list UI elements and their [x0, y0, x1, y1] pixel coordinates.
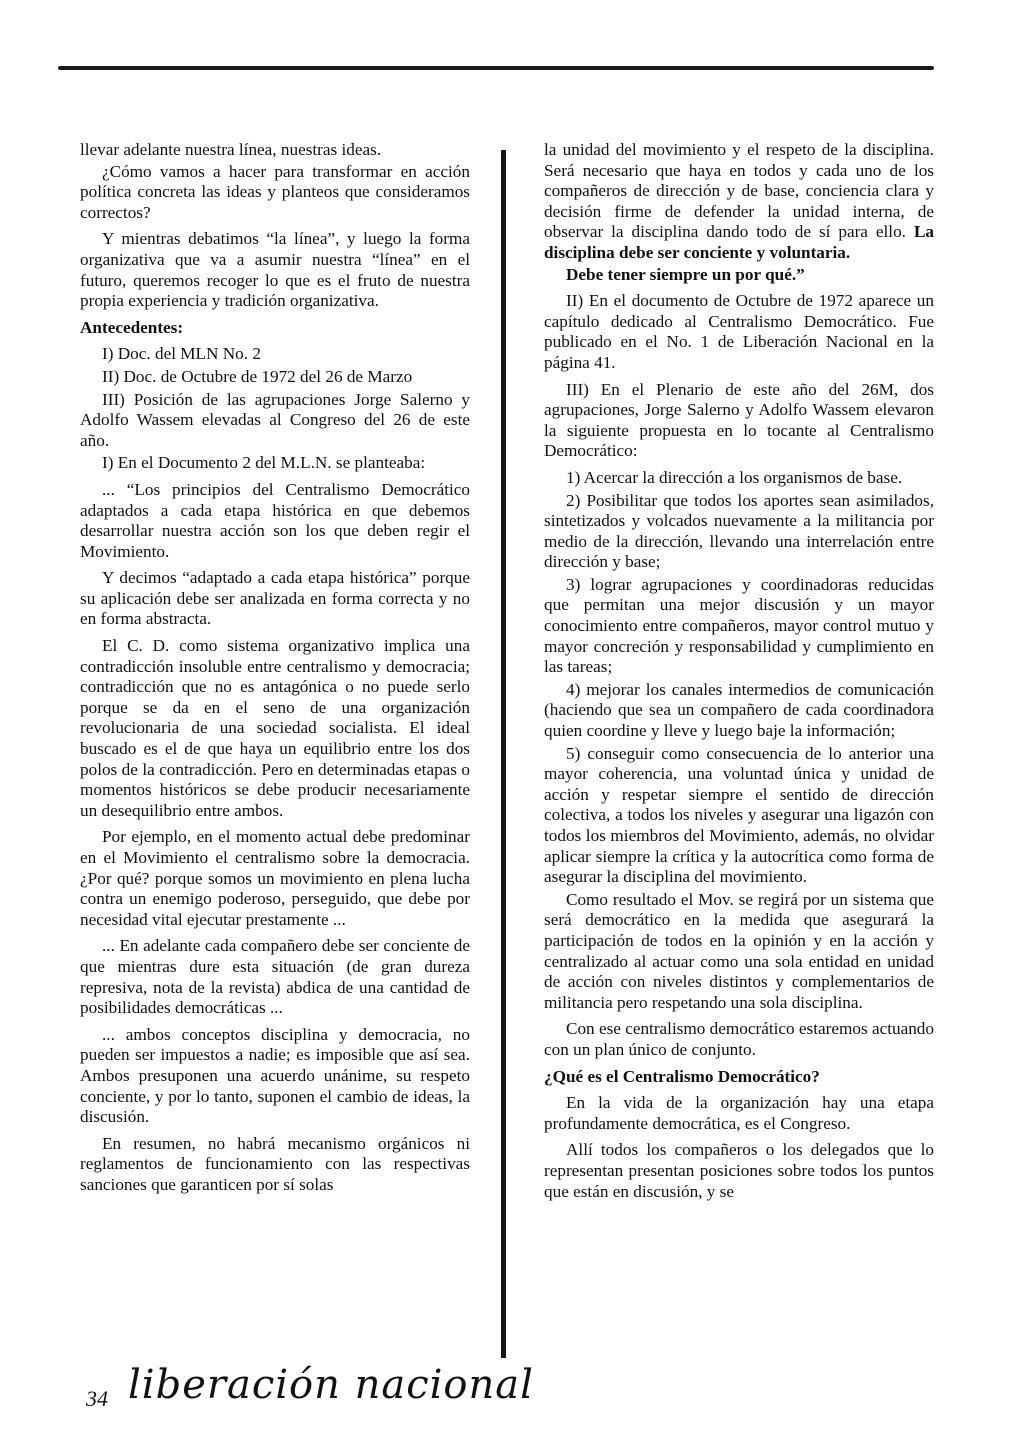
right-intro-paragraph: [544, 140, 934, 264]
left-paragraph-9: Y decimos “adaptado a cada etapa histórica” porque su aplicación debe ser analizada en forma correcta y no en forma abstracta.: [80, 568, 470, 629]
right-paragraph-0: II) En el documento de Octubre de 1972 aparece un capítulo dedicado al Centralismo Democrático. Fue publicado en el No. 1 de Liberación Nacional en la página 41.: [544, 291, 934, 372]
column-divider: [501, 150, 506, 1358]
top-rule: [58, 66, 934, 70]
left-paragraph-10: El C. D. como sistema organizativo implica una contradicción insoluble entre centralismo y democracia; contradicción que no es antagónica o no puede serlo porque se da en el seno de una organización revolucionaria de una sociedad socialista. El ideal buscado es el de que haya un equilibrio entre los dos polos de la contradicción. Pero en determinadas etapas o momentos históricos se debe producir necesariamente un desequilibrio entre ambos.: [80, 636, 470, 820]
right-paragraph-4: 3) lograr agrupaciones y coordinadoras reducidas que permitan una mejor discusión y un mayor conocimiento entre compañeros, mayor control mutuo y mayor concreción y responsabilidad y cumplimiento en las tareas;: [544, 574, 934, 677]
left-paragraph-13: ... ambos conceptos disciplina y democracia, no pueden ser impuestos a nadie; es imposible que así sea. Ambos presuponen una acuerdo unánime, su respeto conciente, y por lo tanto, suponen el cambio de ideas, la discusión.: [80, 1024, 470, 1127]
left-paragraph-2: Y mientras debatimos “la línea”, y luego la forma organizativa que va a asumir nuestra “línea” en el futuro, queremos recoger lo que es el fruto de nuestra propia experiencia y tradición organizativa.: [80, 229, 470, 311]
right-paragraph-10: En la vida de la organización hay una etapa profundamente democrática, es el Congreso.: [544, 1093, 934, 1133]
right-paragraph-3: 2) Posibilitar que todos los aportes sean asimilados, sintetizados y volcados nuevamente a la militancia por medio de la dirección, llevando una interrelación entre dirección y base;: [544, 490, 934, 572]
right-paragraph-6: 5) conseguir como consecuencia de lo anterior una mayor coherencia, una voluntad única y unidad de acción y respetar siempre el sentido de dirección colectiva, a todos los niveles y asegurar una ligazón con todos los miembros del Movimiento, además, no olvidar aplicar siempre la crítica y la autocrítica como forma de asegurar la disciplina del movimiento.: [544, 743, 934, 887]
right-intro-bold-2: Debe tener siempre un por qué.: [566, 264, 797, 284]
left-paragraph-5: II) Doc. de Octubre de 1972 del 26 de Marzo: [102, 366, 413, 386]
magazine-logo: liberación nacional: [128, 1362, 534, 1408]
left-paragraph-4: I) Doc. del MLN No. 2: [102, 344, 261, 364]
right-paragraph-9: ¿Qué es el Centralismo Democrático?: [544, 1066, 820, 1086]
left-paragraph-0: llevar adelante nuestra línea, nuestras ideas.: [80, 140, 382, 159]
right-intro-text: la unidad del movimiento y el respeto de la disciplina. Será necesario que haya en todos y cada uno de los compañeros de dirección y de base, conciencia clara y decisión firme de defender la unidad interna, de observar la disciplina dando todo de sí para ello.: [544, 140, 934, 242]
left-column: [80, 140, 470, 1202]
right-paragraph-11: Allí todos los compañeros o los delegados que lo representan presentan posiciones sobre todos los puntos que están en discusión, y se: [544, 1140, 934, 1201]
right-paragraph-8: Con ese centralismo democrático estaremos actuando con un plan único de conjunto.: [544, 1019, 934, 1059]
right-intro-quote-line: [544, 265, 934, 286]
right-column: [544, 140, 934, 1208]
left-paragraph-6: III) Posición de las agrupaciones Jorge Salerno y Adolfo Wassem elevadas al Congreso del 26 de este año.: [80, 389, 470, 450]
page-number: 34: [86, 1386, 108, 1411]
right-paragraph-2: 1) Acercar la dirección a los organismos de base.: [566, 467, 903, 487]
right-paragraph-5: 4) mejorar los canales intermedios de comunicación (haciendo que sea un compañero de cada coordinadora quien coordine y lleve y luego baje la información;: [544, 679, 934, 741]
left-paragraph-12: ... En adelante cada compañero debe ser conciente de que mientras dure esta situación (de gran dureza represiva, nota de la revista) abdica de una cantidad de posibilidades democráticas ...: [80, 936, 470, 1018]
left-paragraph-11: Por ejemplo, en el momento actual debe predominar en el Movimiento el centralismo sobre la democracia. ¿Por qué? porque somos un movimiento en plena lucha contra un enemigo poderoso, perseguido, que debe por necesidad vital ejecutar prestamente ...: [80, 827, 470, 929]
left-paragraph-1: ¿Cómo vamos a hacer para transformar en acción política concreta las ideas y planteos que consideramos correctos?: [80, 161, 470, 222]
left-paragraph-3: Antecedentes:: [80, 317, 184, 337]
left-paragraph-8: ... “Los principios del Centralismo Democrático adaptados a cada etapa histórica en que debemos desarrollar nuestra acción son los que deben regir el Movimiento.: [80, 479, 470, 561]
right-paragraph-7: Como resultado el Mov. se regirá por un sistema que será democrático en la medida que asegurará la participación de todos en la opinión y en la acción y centralizado al actuar como una sola entidad en unidad de acción con niveles distintos y complementarios de militancia pero respetando una sola disciplina.: [544, 889, 934, 1012]
right-intro-bold-1: La disciplina debe ser conciente y voluntaria.: [544, 222, 934, 262]
left-paragraph-7: I) En el Documento 2 del M.L.N. se planteaba:: [102, 453, 426, 473]
right-paragraph-1: III) En el Plenario de este año del 26M, dos agrupaciones, Jorge Salerno y Adolfo Wassem elevaron la siguiente propuesta en lo tocante al Centralismo Democrático:: [544, 379, 934, 461]
left-paragraph-14: En resumen, no habrá mecanismo orgánicos ni reglamentos de funcionamiento con las respectivas sanciones que garanticen por sí solas: [80, 1133, 470, 1194]
right-intro-close-quote: ”: [796, 264, 805, 284]
